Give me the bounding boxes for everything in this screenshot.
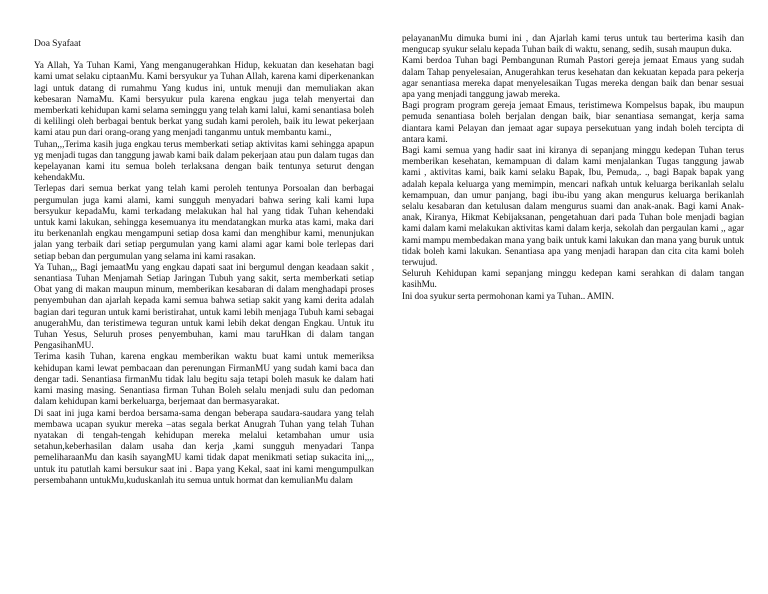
document-title: Doa Syafaat bbox=[34, 38, 81, 49]
paragraph: Kami berdoa Tuhan bagi Pembangunan Rumah Pastori gereja jemaat Emaus yang sudah dalam Tahap penyelesaian, Anugerahkan terus kesehatan dan kekuatan kepada para pekerja agar senantiasa mereka dapat menyelesaikan Tugas mereka dengan baik dan benar sesuai apa yang menjadi tanggung jawab mereka. bbox=[402, 56, 744, 101]
paragraph: Di saat ini juga kami berdoa bersama-sama dengan beberapa saudara-saudara yang telah membawa ucapan syukur mereka –atas segala berkat Anugrah Tuhan yang telah Tuhan nyatakan di tengah-tengah kehidupan mereka melalui ketambahan umur usia setahun,keberhasilan dalam usaha dan kerja ,kami sungguh menyadari Tanpa pemeliharaanMu dan kasih sayangMU kami tidak dapat menikmati setiap sukacita ini,,,, untuk itu patutlah kami bersukur saat ini . Bapa yang Kekal, saat ini kami mengumpulkan persembahann untukMu,kuduskanlah itu semua untuk hormat dan kemulianMu dalam bbox=[34, 408, 374, 486]
left-column bbox=[34, 38, 374, 487]
paragraph: Seluruh Kehidupan kami sepanjang minggu kedepan kami serahkan di dalam tangan kasihMu. bbox=[402, 269, 744, 291]
paragraph: pelayananMu dimuka bumi ini , dan Ajarlah kami terus untuk tau berterima kasih dan mengucap syukur selalu kepada Tuhan baik di waktu, senang, sedih, susah maupun duka. bbox=[402, 34, 744, 56]
paragraph: Tuhan,,,Terima kasih juga engkau terus memberkati setiap aktivitas kami sehingga apapun yg menjadi tugas dan tanggung jawab kami baik dalam pekerjaan atau pun dalam tugas dan kepelayanan kami itu semua boleh terlaksana dengan baik tentunya seturut dengan kehendakMu. bbox=[34, 139, 374, 184]
paragraph: Bagi kami semua yang hadir saat ini kiranya di sepanjang minggu kedepan Tuhan terus memberikan kesehatan, kemampuan di dalam kami menjalankan Tugas tanggung jawab kami , aktivitas kami, baik kami selaku Bapak, Ibu, Pemuda,. ., bagi Bapak bapak yang adalah kepala keluarga yang memimpin, mencari nafkah untuk keluarga berikanlah selalu kemampuan, dan umur panjang, bagi ibu-ibu yang akan mengurus keluarga berikanlah selalu kesabaran dan ketulusan dalam mengurus suami dan anak-anak. Bagi kami Anak-anak, Kiranya, Hikmat Kebijaksanan, pengetahuan dari pada Tuhan bole menjadi bagian kami dalam kami melakukan aktivitas kami dalam kerja, sekolah dan pergaulan kami ,, agar kami mampu membedakan mana yang baik untuk kami lakukan dan mana yang buruk untuk tidak boleh kami lakukan. Senantiasa apa yang menjadi harapan dan cita cita kami boleh terwujud. bbox=[402, 146, 744, 269]
paragraph: Ya Tuhan,,, Bagi jemaatMu yang engkau dapati saat ini bergumul dengan keadaan sakit , senantiasa Tuhan Menjamah Setiap Jaringan Tubuh yang sakit, serta memberkati setiap Obat yang di makan maupun minum, memberikan kesabaran di dalam menghadapi proses penyembuhan dan ajarlah kepada kami semua bahwa setiap sakit yang kami derita adalah bagian dari teguran untuk kami beristirahat, untuk kami lebih menjaga Tubuh kami sebagai anugerahMu, dan teristimewa teguran untuk kami lebih dekat dengan Engkau. Untuk itu Tuhan Yesus, Seluruh proses penyembuhan, kami mau taruHkan di dalam tangan PengasihanMU. bbox=[34, 262, 374, 352]
right-column bbox=[402, 34, 744, 303]
paragraph: Terima kasih Tuhan, karena engkau memberikan waktu buat kami untuk memeriksa kehidupan kami lewat pembacaan dan perenungan FirmanMU yang sudah kami baca dan dengar tadi. Senantiasa firmanMu tidak lalu begitu saja tetapi boleh masuk ke dalam hati kami masing masing. Senantiasa firman Tuhan Boleh selalu menjadi sulu dan pedoman dalam kehidupan kami berkeluarga, berjemaat dan bermasyarakat. bbox=[34, 352, 374, 408]
paragraph: Ini doa syukur serta permohonan kami ya Tuhan.. AMIN. bbox=[402, 291, 614, 302]
paragraph: Terlepas dari semua berkat yang telah kami peroleh tentunya Porsoalan dan berbagai pergumulan juga kami alami, kami sungguh menyadari bahwa sering kali kami lupa bersyukur kepadaMu, kami terkadang melakukan hal hal yang tidak Tuhan kehendaki untuk kami lakukan, sehingga kesemuanya itu mendatangkan murka atas kami, maka dari itu berkenanlah engkau mengampuni setiap dosa kami dan menghibur kami, menunjukan jalan yang terbaik dari setiap pergumulan yang kami alami agar kami bole terlepas dari setiap beban dan pergumulan yang selama ini kami rasakan. bbox=[34, 184, 374, 262]
paragraph: Bagi program program gereja jemaat Emaus, teristimewa Kompelsus bapak, ibu maupun pemuda senantiasa boleh berjalan dengan baik, biar senantiasa semangat, kerja sama diantara kami Pelayan dan jemaat agar supaya persekutuan yang indah boleh tercipta di antara kami. bbox=[402, 101, 744, 145]
paragraph: Ya Allah, Ya Tuhan Kami, Yang menganugerahkan Hidup, kekuatan dan kesehatan bagi kami umat selaku ciptaanMu. Kami bersyukur ya Tuhan Allah, karena kami diperkenankan lagi untuk datang di rumahmu Yang kudus ini, untuk menuji dan memuliakan akan kebesaran NamaMu. Kami bersyukur pula karena engkau juga telah menyertai dan memberkati kehidupan kami selama seminggu yang telah kami lalui, kami senantiasa boleh di kelilingi oleh berbagai bentuk berkat yang sudah kami peroleh, baik itu lewat pekerjaan kami atau pun dari orang-orang yang menjadi tanganmu untuk membantu kami., bbox=[34, 61, 374, 139]
